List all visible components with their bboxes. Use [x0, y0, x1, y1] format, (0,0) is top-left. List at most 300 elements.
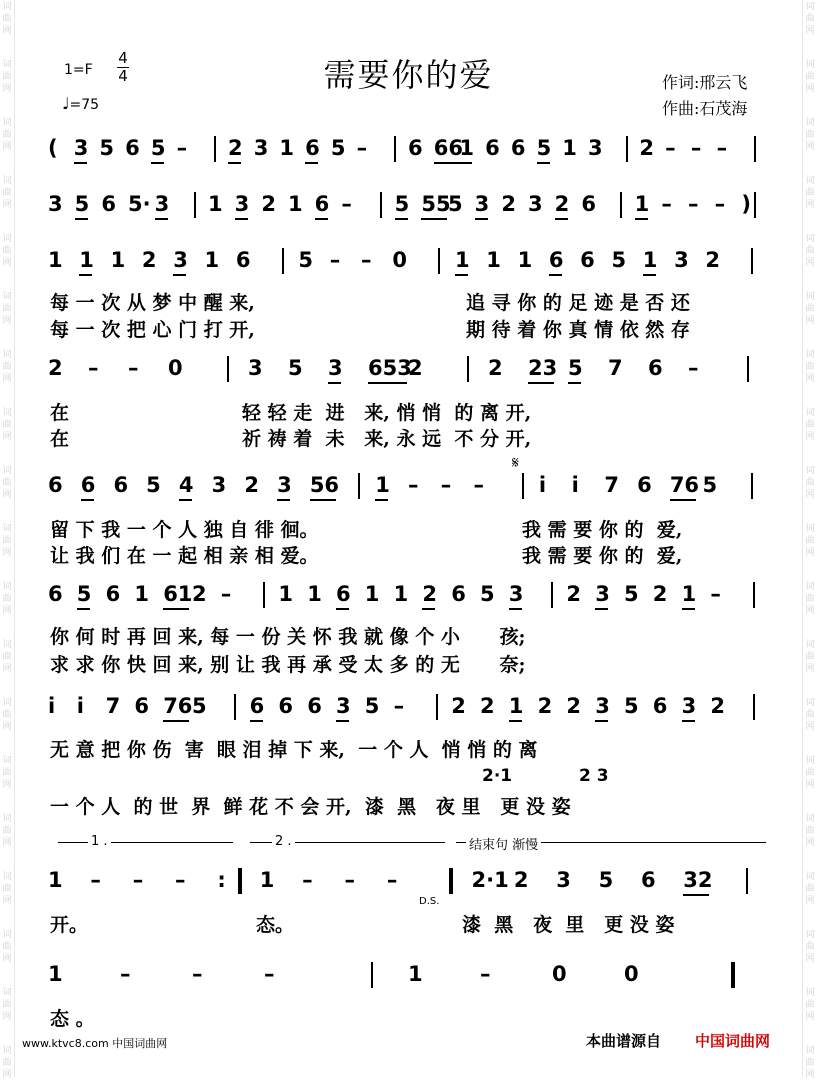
watermark-glyph: 曲: [805, 536, 815, 546]
watermark-glyph: 词: [805, 234, 815, 244]
watermark-glyph: 网: [2, 722, 12, 732]
watermark-glyph: 词: [2, 350, 12, 360]
barline: [467, 356, 469, 382]
time-numerator: 4: [118, 49, 128, 67]
watermark-glyph: 网: [2, 258, 12, 268]
lyric-line: [242, 398, 531, 425]
key-signature: 1=F: [64, 62, 93, 78]
lyric-line: [50, 541, 319, 568]
note: 3: [248, 356, 263, 380]
watermark-glyph: 网: [805, 84, 815, 94]
note: 2: [261, 192, 276, 216]
note: 6: [113, 473, 129, 497]
note: 2: [652, 582, 668, 606]
note: 0: [392, 248, 407, 272]
watermark-glyph: 词: [805, 814, 815, 824]
note: –: [128, 356, 139, 380]
note: 1: [375, 473, 390, 497]
note: 3: [48, 192, 63, 216]
note: 5: [298, 248, 314, 272]
beam-underline: [75, 218, 88, 220]
watermark-glyph: 曲: [2, 768, 12, 778]
note: 5: [480, 582, 495, 606]
barline: [227, 356, 229, 382]
first-ending-label: 1 .: [88, 834, 111, 849]
watermark-glyph: 网: [805, 954, 815, 964]
watermark-glyph: 网: [2, 548, 12, 558]
watermark-glyph: 词: [805, 988, 815, 998]
watermark-glyph: 曲: [2, 478, 12, 488]
lyric-text: 祈 祷 着 未 来, 永 远 不 分 开,: [242, 428, 532, 450]
note: 1: [517, 248, 533, 272]
watermark-glyph: 网: [805, 780, 815, 790]
note: 3: [253, 136, 269, 160]
note: 2: [480, 694, 495, 718]
note: 1: [408, 962, 423, 986]
note: 7: [608, 356, 623, 380]
beam-underline: [77, 608, 90, 610]
watermark-glyph: 词: [2, 2, 12, 12]
watermark-glyph: 网: [2, 896, 12, 906]
watermark-glyph: 网: [2, 26, 12, 36]
barline: [551, 582, 553, 608]
note: 6: [314, 192, 330, 216]
note: 61: [163, 582, 193, 606]
lyric-line: [50, 315, 255, 342]
note: 1: [508, 694, 524, 718]
barline: [394, 136, 396, 162]
note: 6: [485, 136, 500, 160]
note: 1: [681, 582, 697, 606]
note: 6: [640, 868, 656, 892]
lyric-text: 漆 黑 夜 里 更 没 姿: [462, 914, 675, 936]
note: 5: [624, 582, 639, 606]
note: 3: [336, 694, 351, 718]
watermark-glyph: 网: [2, 1012, 12, 1022]
watermark-glyph: 网: [2, 954, 12, 964]
watermark-glyph: 词: [2, 872, 12, 882]
note: 1: [459, 136, 475, 160]
beam-underline: [683, 894, 709, 896]
beam-underline: [336, 720, 349, 722]
note: i: [538, 473, 547, 497]
watermark-glyph: 网: [805, 432, 815, 442]
beam-underline: [670, 499, 696, 501]
note: –: [175, 868, 186, 892]
watermark-glyph: 曲: [2, 1000, 12, 1010]
beam-underline: [173, 274, 186, 276]
note: 5: [624, 694, 639, 718]
barline: [751, 248, 753, 274]
note: 6: [249, 694, 265, 718]
watermark-glyph: 曲: [2, 304, 12, 314]
ending-label: 结束句 渐慢: [466, 834, 541, 853]
note: 3: [595, 582, 610, 606]
note: –: [480, 962, 491, 986]
lyric-text: 无 意 把 你 伤 害 眼 泪 掉 下 来, 一 个 人 悄 悄 的 离: [50, 739, 538, 761]
note: –: [393, 694, 405, 718]
note: 6: [48, 582, 63, 606]
note: 1: [364, 582, 380, 606]
watermark-glyph: 曲: [2, 1058, 12, 1068]
lyric-line: [242, 424, 531, 451]
note: 2: [639, 136, 655, 160]
watermark-glyph: 词: [805, 640, 815, 650]
alt-notes: 2·1: [482, 766, 513, 786]
composer-credit: 作曲:石茂海: [662, 99, 748, 118]
watermark-glyph: 曲: [805, 1000, 815, 1010]
watermark-glyph: 词: [2, 118, 12, 128]
note: –: [661, 192, 672, 216]
watermark-glyph: 词: [805, 930, 815, 940]
beam-underline: [635, 218, 648, 220]
watermark-glyph: 词: [2, 930, 12, 940]
note: :: [217, 868, 226, 892]
note: 5: [150, 136, 166, 160]
note: –: [690, 136, 702, 160]
note: 2: [48, 356, 63, 380]
beam-underline: [151, 162, 164, 164]
lyric-line: [50, 515, 319, 542]
watermark-glyph: 曲: [805, 362, 815, 372]
note: 2·1: [471, 868, 509, 892]
note: 1: [259, 868, 275, 892]
watermark-glyph: 网: [805, 722, 815, 732]
watermark-glyph: 词: [2, 292, 12, 302]
note: 4: [178, 473, 194, 497]
notation-row: [48, 136, 776, 160]
notation-row: [48, 962, 776, 986]
note: 6: [80, 473, 96, 497]
footer-url[interactable]: www.ktvc8.com 中国词曲网: [22, 1037, 168, 1050]
notation-row: [48, 248, 776, 272]
note: 2: [501, 192, 516, 216]
note: 0: [168, 356, 183, 380]
note: –: [473, 473, 484, 497]
note: 6: [408, 136, 423, 160]
song-title: 需要你的爱: [323, 56, 494, 94]
note: 5: [702, 473, 718, 497]
note: 32: [683, 868, 713, 892]
watermark-glyph: 网: [805, 258, 815, 268]
watermark-glyph: 网: [805, 1012, 815, 1022]
lyric-text: 期 待 着 你 真 情 依 然 存: [466, 319, 690, 341]
beam-underline: [81, 499, 94, 501]
note: 3: [595, 694, 610, 718]
watermark-glyph: 曲: [805, 1058, 815, 1068]
watermark-glyph: 曲: [805, 710, 815, 720]
note: 1: [486, 248, 501, 272]
watermark-glyph: 曲: [2, 652, 12, 662]
footer-source: 本曲谱源自: [586, 1032, 662, 1050]
notation-row: [48, 356, 776, 380]
beam-underline: [421, 218, 447, 220]
footer-brand[interactable]: 中国词曲网: [695, 1032, 771, 1050]
note: 5: [598, 868, 614, 892]
note: –: [132, 868, 144, 892]
watermark-glyph: 网: [805, 374, 815, 384]
note: –: [665, 136, 676, 160]
beam-underline: [643, 274, 656, 276]
note: 1: [278, 582, 294, 606]
barline: [746, 868, 748, 894]
barline: [380, 192, 382, 218]
note: 6: [652, 694, 668, 718]
watermark-glyph: 词: [805, 60, 815, 70]
second-ending-label: 2 .: [272, 834, 295, 849]
beam-underline: [475, 218, 488, 220]
barline: [436, 694, 438, 720]
note: 2: [244, 473, 259, 497]
lyric-text: 在: [50, 402, 70, 424]
note: 1: [48, 868, 63, 892]
note: 2: [408, 356, 423, 380]
watermark-glyph: 网: [2, 838, 12, 848]
note: 6: [510, 136, 526, 160]
watermark-glyph: 网: [805, 490, 815, 500]
note: 1: [307, 582, 322, 606]
note: 6: [134, 694, 150, 718]
beam-underline: [277, 499, 290, 501]
beam-underline: [79, 274, 92, 276]
watermark-glyph: 网: [805, 200, 815, 210]
note: i: [76, 694, 84, 718]
beam-underline: [509, 720, 522, 722]
note: 5: [74, 192, 90, 216]
note: –: [88, 356, 99, 380]
barline: [282, 248, 284, 274]
tempo-marking: [62, 94, 99, 113]
barline: [358, 473, 360, 499]
lyric-line: [466, 315, 690, 342]
watermark-glyph: 词: [2, 234, 12, 244]
note: 2: [566, 694, 582, 718]
ds-marking: D.S.: [419, 896, 440, 907]
note: 3: [277, 473, 292, 497]
note: 1: [393, 582, 409, 606]
note: 2: [488, 356, 503, 380]
lyric-text: 在: [50, 428, 70, 450]
barline: [731, 962, 735, 988]
note: 5: [448, 192, 463, 216]
lyric-text: 我 需 要 你 的 爱,: [522, 519, 683, 541]
note: 6: [105, 582, 121, 606]
watermark-glyph: 网: [805, 838, 815, 848]
note: 3: [588, 136, 603, 160]
note: 1: [634, 192, 650, 216]
lyric-text: 开。: [50, 914, 89, 936]
note: –: [192, 962, 203, 986]
beam-underline: [74, 162, 87, 164]
beam-underline: [395, 218, 408, 220]
note: –: [264, 962, 275, 986]
barline: [753, 694, 755, 720]
note: 3: [556, 868, 571, 892]
barline: [238, 868, 242, 894]
note: 1: [48, 962, 63, 986]
watermark-glyph: 词: [2, 60, 12, 70]
lyric-line: [50, 1004, 95, 1031]
watermark-glyph: 网: [805, 896, 815, 906]
lyric-text: 求 求 你 快 回 来, 别 让 我 再 承 受 太 多 的 无 奈;: [50, 654, 526, 676]
note: 66: [433, 136, 463, 160]
watermark-glyph: 词: [805, 118, 815, 128]
beam-underline: [595, 608, 608, 610]
note: 6: [307, 694, 322, 718]
note: 6: [336, 582, 351, 606]
lyric-line: [50, 792, 571, 819]
note: –: [688, 192, 699, 216]
note: –: [302, 868, 313, 892]
note: 1: [642, 248, 658, 272]
beam-underline: [434, 162, 460, 164]
note: 6: [451, 582, 466, 606]
note: 2: [228, 136, 243, 160]
watermark-glyph: 词: [805, 872, 815, 882]
barline: [449, 868, 453, 894]
quarter-note-icon: ♩: [62, 94, 70, 113]
beam-underline: [328, 382, 341, 384]
beam-underline: [682, 608, 695, 610]
note: 653: [368, 356, 412, 380]
watermark-glyph: 网: [2, 142, 12, 152]
note: –: [710, 582, 721, 606]
watermark-glyph: 词: [2, 756, 12, 766]
watermark-glyph: 词: [2, 698, 12, 708]
lyric-text: 留 下 我 一 个 人 独 自 徘 徊。: [50, 519, 319, 541]
note: 2: [141, 248, 157, 272]
watermark-glyph: 词: [805, 466, 815, 476]
watermark-glyph: 词: [2, 466, 12, 476]
note: 6: [125, 136, 140, 160]
time-denominator: 4: [118, 67, 128, 85]
watermark-glyph: 词: [2, 408, 12, 418]
barline: [371, 962, 373, 988]
barline: [751, 473, 753, 499]
note: 5: [394, 192, 410, 216]
watermark-glyph: 曲: [805, 246, 815, 256]
note: 3: [474, 192, 490, 216]
note: 3: [173, 248, 188, 272]
watermark-glyph: 曲: [805, 188, 815, 198]
watermark-glyph: 词: [2, 988, 12, 998]
watermark-glyph: 网: [805, 1070, 815, 1080]
watermark-glyph: 曲: [2, 188, 12, 198]
note: –: [120, 962, 131, 986]
watermark-glyph: 曲: [805, 768, 815, 778]
note: 55: [421, 192, 451, 216]
watermark-glyph: 网: [2, 200, 12, 210]
note: 2: [192, 582, 207, 606]
note: 2: [451, 694, 466, 718]
tempo-value: =75: [69, 97, 100, 113]
note: 3: [73, 136, 89, 160]
watermark-glyph: 网: [2, 374, 12, 384]
note: 0: [624, 962, 639, 986]
note: 6: [548, 248, 564, 272]
lyric-text: 你 何 时 再 回 来, 每 一 份 关 怀 我 就 像 个 小 孩;: [50, 626, 526, 648]
note: 5: [568, 356, 583, 380]
barline: [234, 694, 236, 720]
watermark-glyph: 词: [2, 814, 12, 824]
barline: [438, 248, 440, 274]
notation-row: [48, 582, 776, 606]
watermark-glyph: 曲: [805, 130, 815, 140]
note: 5: [288, 356, 303, 380]
note: 7: [604, 473, 619, 497]
beam-underline: [163, 608, 189, 610]
lyric-text: 态 。: [50, 1008, 95, 1030]
beam-underline: [305, 162, 318, 164]
watermark-glyph: 曲: [2, 420, 12, 430]
watermark-glyph: 词: [805, 582, 815, 592]
watermark-glyph: 词: [2, 640, 12, 650]
lyric-line: [466, 288, 690, 315]
watermark-glyph: 曲: [805, 884, 815, 894]
note: 2: [566, 582, 582, 606]
beam-underline: [155, 218, 168, 220]
lyric-line: [50, 622, 526, 649]
barline: [194, 192, 196, 218]
note: 5: [146, 473, 161, 497]
barline: [522, 473, 524, 499]
note: 1: [208, 192, 223, 216]
note: –: [329, 248, 341, 272]
watermark-glyph: 曲: [2, 72, 12, 82]
watermark-glyph: 词: [805, 524, 815, 534]
beam-underline: [163, 720, 189, 722]
lyric-text: 追 寻 你 的 足 迹 是 否 还: [466, 292, 690, 314]
watermark-glyph: 词: [805, 176, 815, 186]
watermark-glyph: 词: [805, 698, 815, 708]
note: 2: [710, 694, 726, 718]
segno-icon: 𝄋: [512, 453, 519, 472]
lyric-line: [50, 288, 255, 315]
note: 5: [99, 136, 115, 160]
watermark-glyph: 词: [2, 1046, 12, 1056]
barline: [263, 582, 265, 608]
watermark-glyph: 网: [2, 1070, 12, 1080]
beam-underline: [568, 382, 581, 384]
note: 3: [328, 356, 343, 380]
note: 1: [288, 192, 303, 216]
watermark-glyph: 词: [805, 2, 815, 12]
barline: [754, 192, 756, 218]
note: 23: [528, 356, 558, 380]
note: –: [408, 473, 419, 497]
lyric-line: [50, 735, 538, 762]
beam-underline: [315, 218, 328, 220]
beam-underline: [250, 720, 263, 722]
note: (: [48, 136, 58, 160]
watermark-glyph: 网: [2, 780, 12, 790]
note: 1: [204, 248, 220, 272]
note: 6: [305, 136, 320, 160]
watermark-glyph: 曲: [2, 536, 12, 546]
note: 6: [580, 248, 595, 272]
note: 2: [537, 694, 553, 718]
note: 5: [76, 582, 92, 606]
note: 1: [134, 582, 150, 606]
note: 7: [105, 694, 121, 718]
watermark-glyph: 曲: [2, 826, 12, 836]
note: 2: [513, 868, 529, 892]
beam-underline: [310, 499, 336, 501]
watermark-glyph: 网: [805, 606, 815, 616]
beam-underline: [368, 382, 407, 384]
barline: [620, 192, 622, 218]
note: 5: [536, 136, 552, 160]
